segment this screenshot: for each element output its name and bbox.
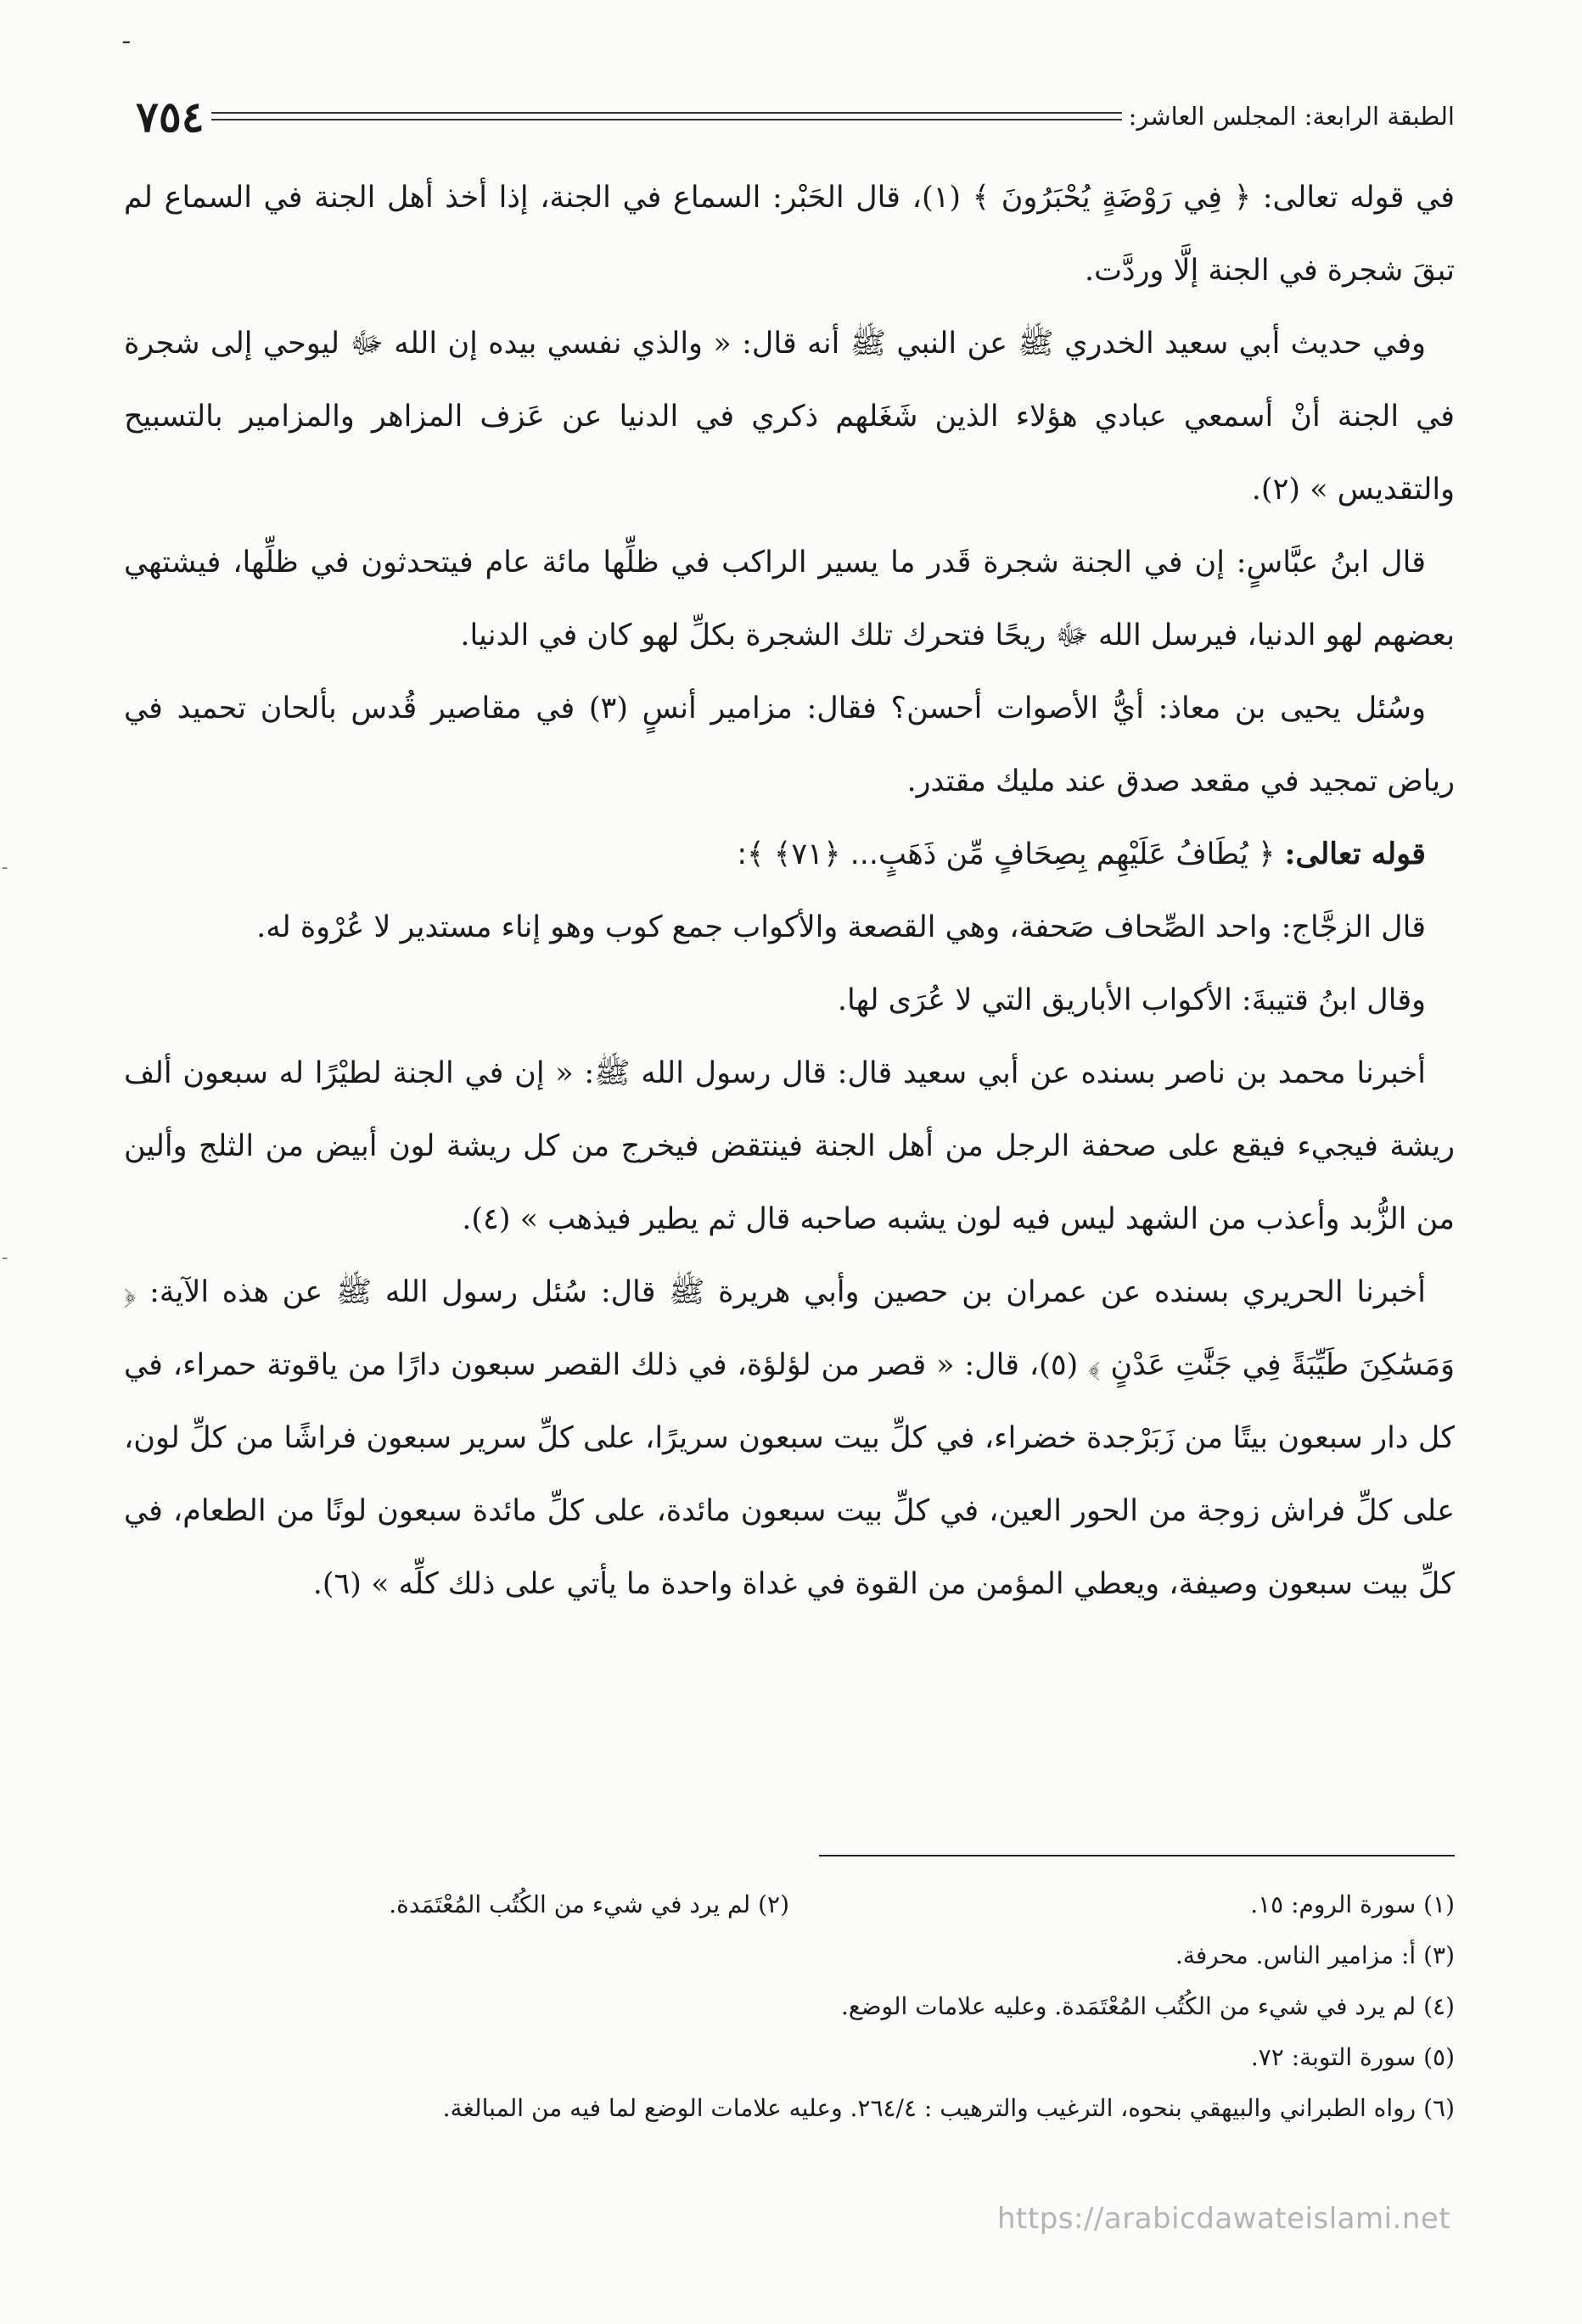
paragraph: قال الزجَّاج: واحد الصِّحاف صَحفة، وهي القصعة والأكواب جمع كوب وهو إناء مستدير لا عُرْوة له. xyxy=(256,910,1426,944)
footnote-3: (٣) أ: مزامير الناس. محرفة. xyxy=(1175,1941,1455,1969)
paragraph: في قوله تعالى: ﴿ فِي رَوْضَةٍ يُحْبَرُونَ ﴾ (١)، قال الحَبْر: السماع في الجنة، إذا أخذ أهل الجنة في السماع لم تبقَ شجرة في الجنة إلَّا وردَّت. xyxy=(124,181,1455,288)
verse-heading-label: قوله تعالى: xyxy=(1284,837,1426,871)
paragraph: وقال ابنُ قتيبةَ: الأكواب الأباريق التي لا عُرَى لها. xyxy=(837,983,1426,1017)
footnote-2: (٢) لم يرد في شيء من الكُتُب المُعْتَمَدة. xyxy=(389,1890,789,1918)
footnote-5: (٥) سورة التوبة: ٧٢. xyxy=(1250,2043,1455,2071)
paragraph: وفي حديث أبي سعيد الخدري ﷺ عن النبي ﷺ أنه قال: « والذي نفسي بيده إن الله ﷻ ليوحي إلى شجرة في الجنة أنْ أسمعي عبادي هؤلاء الذين شَغَلهم ذكري في الدنيا عن عَزف المزاهر والمزامير بالتسبيح والتقديس » (٢). xyxy=(124,327,1455,507)
paragraph: أخبرنا محمد بن ناصر بسنده عن أبي سعيد قال: قال رسول الله ﷺ: « إن في الجنة لطيْرًا له سبعون ألف ريشة فيجيء فيقع على صحفة الرجل من أهل الجنة فينتقض فيخرج من كل ريشة لون أبيض من الثلج وألين من الزُّبد وأعذب من الشهد ليس فيه لون يشبه صاحبه قال ثم يطير فيذهب » (٤). xyxy=(124,1056,1455,1236)
paragraph: قال ابنُ عبَّاسٍ: إن في الجنة شجرة قَدر ما يسير الراكب في ظلِّها مائة عام فيتحدثون في ظلِّها، فيشتهي بعضهم لهو الدنيا، فيرسل الله ﷻ ريحًا فتحرك تلك الشجرة بكلِّ لهو كان في الدنيا. xyxy=(124,546,1455,652)
footnote-row xyxy=(124,1879,1455,1930)
header-rule xyxy=(211,112,1122,120)
paragraph: وسُئل يحيى بن معاذ: أيُّ الأصوات أحسن؟ فقال: مزامير أنسٍ (٣) في مقاصير قُدس بألحان تحميد في رياض تمجيد في مقعد صدق عند مليك مقتدر. xyxy=(124,692,1455,798)
running-head: الطبقة الرابعة: المجلس العاشر: xyxy=(1128,102,1455,131)
page-number: ٧٥٤ xyxy=(136,91,205,142)
footnotes xyxy=(124,1879,1455,2134)
main-text xyxy=(124,161,1455,1621)
footnote-6: (٦) رواه الطبراني والبيهقي بنحوه، الترغيب والترهيب : ٢٦٤/٤. وعليه علامات الوضع لما فيه من المبالغة. xyxy=(442,2094,1455,2122)
footnote-4: (٤) لم يرد في شيء من الكُتُب المُعْتَمَدة. وعليه علامات الوضع. xyxy=(840,1992,1455,2020)
watermark-url: https://arabicdawateislami.net xyxy=(997,2202,1451,2236)
margin-tick: - xyxy=(2,857,8,878)
footnote-separator xyxy=(819,1855,1455,1856)
paragraph: أخبرنا الحريري بسنده عن عمران بن حصين وأبي هريرة ﷺ قال: سُئل رسول الله ﷺ عن هذه الآية: ﴿ وَمَسَٰكِنَ طَيِّبَةً فِي جَنَّٰتِ عَدْنٍ ﴾ (٥)، قال: « قصر من لؤلؤة، في ذلك القصر سبعون دارًا من ياقوتة حمراء، في كل دار سبعون بيتًا من زَبَرْجدة خضراء، في كلِّ بيت سبعون سريرًا، على كلِّ سرير سبعون فراشًا من كلِّ لون، على كلِّ فراش زوجة من الحور العين، في كلِّ بيت سبعون مائدة، على كلِّ مائدة سبعون لونًا من الطعام، في كلِّ بيت سبعون وصيفة، ويعطي المؤمن من القوة في غداة واحدة ما يأتي على ذلك كلِّه » (٦). xyxy=(124,1275,1455,1601)
margin-tick: - xyxy=(2,1247,8,1268)
corner-mark: ـ xyxy=(123,24,130,49)
verse-heading xyxy=(124,818,1455,891)
page-header xyxy=(124,87,1455,146)
footnote-1: (١) سورة الروم: ١٥. xyxy=(1250,1890,1455,1918)
quran-verse: ﴿ يُطَافُ عَلَيْهِم بِصِحَافٍ مِّن ذَهَبٍ... ﴿٧١﴾ ﴾: xyxy=(737,837,1276,871)
